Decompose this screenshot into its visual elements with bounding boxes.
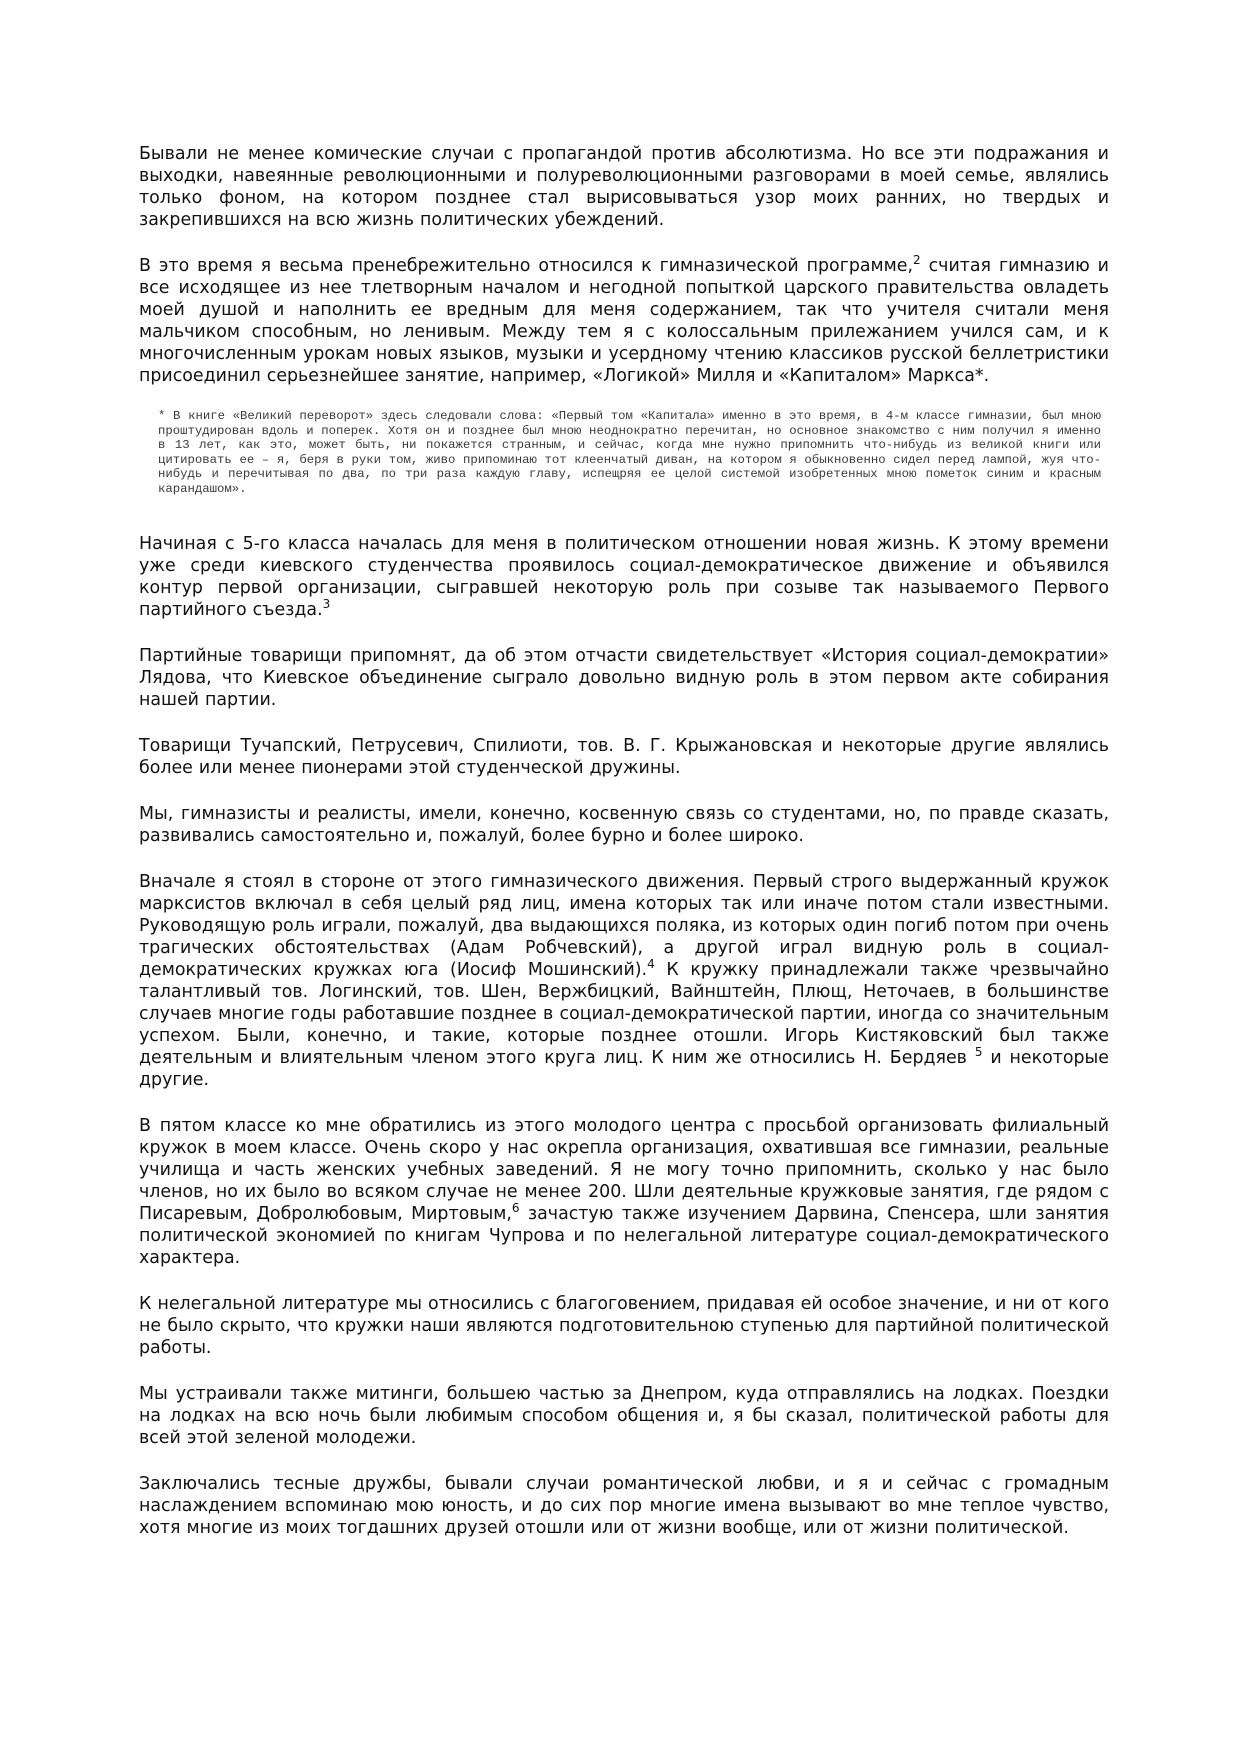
paragraph: Партийные товарищи припомнят, да об этом отчасти свидетельствует «История социал-демократии» Лядова, что Киевское объединение сыграло довольно видную роль в этом первом акте собирания нашей партии. (139, 645, 1109, 710)
endnote-marker: 2 (913, 253, 921, 267)
paragraph: Мы, гимназисты и реалисты, имели, конечно, косвенную связь со студентами, но, по правде сказать, развивались самостоятельно и, пожалуй, более бурно и более широко. (139, 803, 1109, 846)
endnote-marker: 4 (647, 956, 655, 971)
paragraph: В пятом классе ко мне обратились из этого молодого центра с просьбой организовать филиальный кружок в моем классе. Очень скоро у нас окрепла организация, охватившая все гимназии, реальные училища и часть женских учебных заведений. Я не могу точно припомнить, сколько у нас было членов, но их было во всяком случае не менее 200. Шли деятельные кружковые занятия, где рядом с Писаревым, Добролюбовым, Миртовым,$^6$ зачастую также изучением Дарвина, Спенсера, шли занятия политической экономией по книгам Чупрова и по нелегальной литературе социал-демократического характера. (139, 1115, 1110, 1268)
paragraph: Бывали не менее комические случаи с пропагандой против абсолютизма. Но все эти подражания и выходки, навеянные революционными и полуреволюционными разговорами в моей семье, являлись только фоном, на котором позднее стал вырисовываться узор моих ранних, но твердых и закрепившихся на всю жизнь политических убеждений. (139, 144, 1109, 230)
endnote-marker: 6 (511, 1200, 520, 1215)
document-page (139, 143, 1109, 1539)
endnote-marker: 5 (974, 1044, 983, 1059)
footnote: * В книге «Великий переворот» здесь следовали слова: «Первый том «Капитала» именно в это время, в 4-м классе гимназии, был мною проштудирован вдоль и поперек. Хотя он и позднее был мною неоднократно перечитан, но основное знакомство с ним получил я именно в 13 лет, как это, может быть, ни покажется странным, и сейчас, когда мне нужно припомнить что-нибудь из великой книги или цитировать ее – я, беря в руки том, живо припоминаю тот клеенчатый диван, на котором я обыкновенно сидел перед лампой, жуя что-нибудь и перечитывая по два, по три раза каждую главу, испещряя ее целой системой изобретенных мною пометок синим и красным карандашом». (158, 409, 1101, 496)
paragraph: Заключались тесные дружбы, бывали случаи романтической любви, и я и сейчас с громадным наслаждением вспоминаю мою юность, и до сих пор многие имена вызывают во мне теплое чувство, хотя многие из моих тогдашних друзей отошли или от жизни вообще, или от жизни политической. (139, 1473, 1109, 1538)
endnote-marker: 3 (322, 596, 331, 611)
paragraph: Вначале я стоял в стороне от этого гимназического движения. Первый строго выдержанный кружок марксистов включал в себя целый ряд лиц, имена которых так или иначе потом стали известными. Руководящую роль играли, пожалуй, два выдающихся поляка, из которых один погиб потом при очень трагических обстоятельствах (Адам Робчевский), а другой играл видную роль в социал-демократических кружках юга (Иосиф Мошинский).$^4$ К кружку принадлежали также чрезвычайно талантливый тов. Логинский, тов. Шен, Вержбицкий, Вайнштейн, Плющ, Неточаев, в большинстве случаев многие годы работавшие позднее в социал-демократической партии, иногда со значительным успехом. Были, конечно, и такие, которые позднее отошли. Игорь Кистяковский был также деятельным и влиятельным членом этого круга лиц. К ним же относились Н. Бердяев $^5$ и некоторые другие. (139, 871, 1109, 1090)
paragraph: Товарищи Тучапский, Петрусевич, Спилиоти, тов. В. Г. Крыжановская и некоторые другие являлись более или менее пионерами этой студенческой дружины. (139, 735, 1109, 778)
paragraph: К нелегальной литературе мы относились с благоговением, придавая ей особое значение, и ни от кого не было скрыто, что кружки наши являются подготовительною ступенью для партийной политической работы. (139, 1293, 1109, 1358)
paragraph: В это время я весьма пренебрежительно относился к гимназической программе,$^2$ считая гимназию и все исходящее из нее тлетворным началом и негодной попыткой царского правительства овладеть моей душой и наполнить ее вредным для меня содержанием, так что учителя считали меня мальчиком способным, но ленивым. Между тем я с колоссальным прилежанием учился сам, и к многочисленным урокам новых языков, музыки и усердному чтению классиков русской беллетристики присоединил серьезнейшее занятие, например, «Логикой» Милля и «Капиталом» Маркса*. (139, 253, 1109, 386)
paragraph: Начиная с 5-го класса началась для меня в политическом отношении новая жизнь. К этому времени уже среди киевского студенчества проявилось социал-демократическое движение и объявился контур первой организации, сыгравшей некоторую роль при созыве так называемого Первого партийного съезда.$^3$ (139, 533, 1109, 620)
paragraph: Мы устраивали также митинги, большею частью за Днепром, куда отправлялись на лодках. Поездки на лодках на всю ночь были любимым способом общения и, я бы сказал, политической работы для всей этой зеленой молодежи. (139, 1383, 1109, 1448)
